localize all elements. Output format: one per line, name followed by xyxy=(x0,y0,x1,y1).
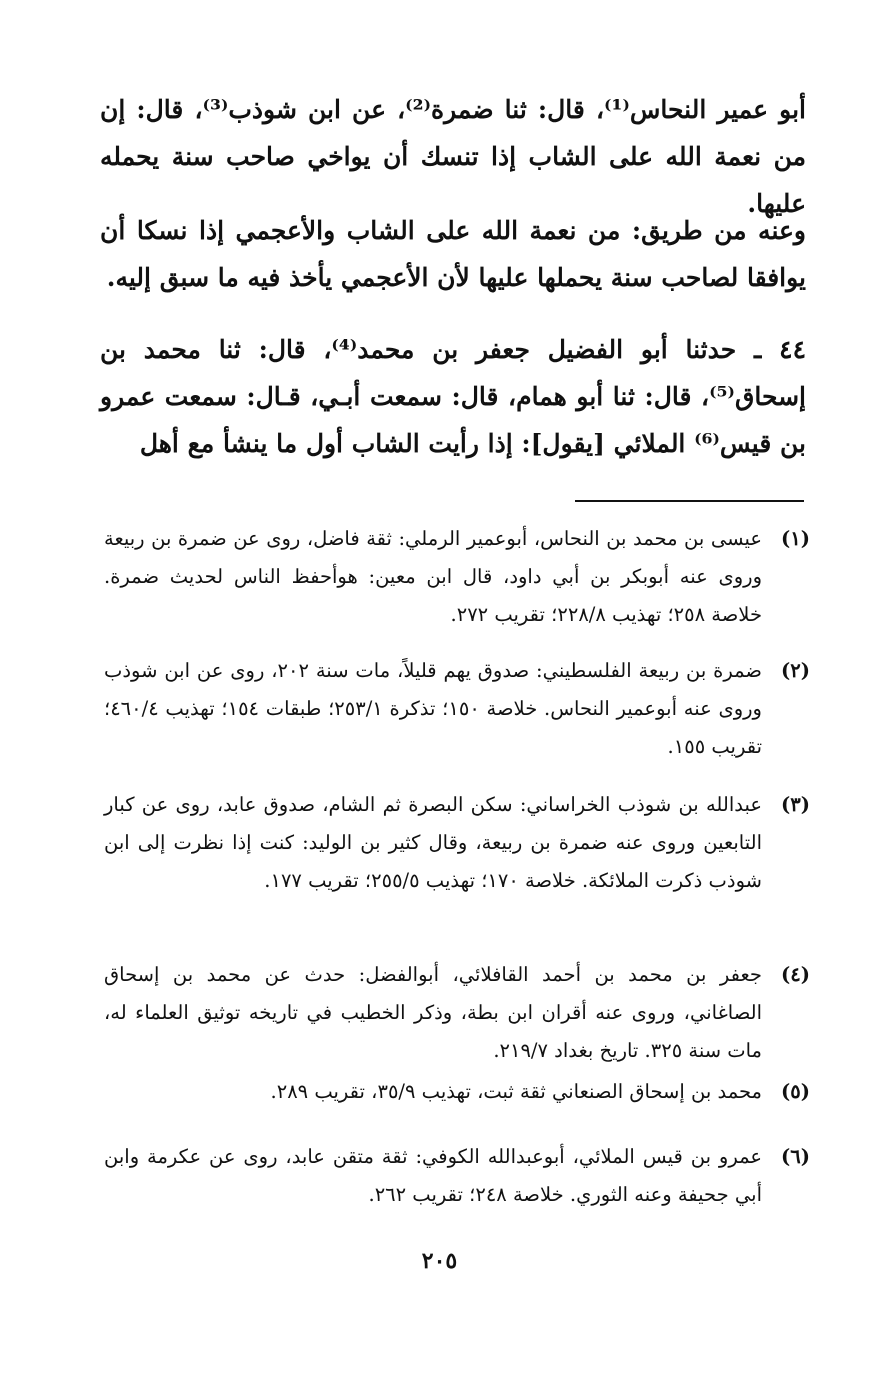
footnote-separator xyxy=(575,500,804,502)
footnote-1 xyxy=(104,520,810,634)
footnote-2 xyxy=(104,652,810,766)
footnote-number: (٦) xyxy=(781,1145,810,1168)
footnote-number: (٣) xyxy=(781,793,810,816)
footnote-number: (٤) xyxy=(781,963,810,986)
footnote-text: عبدالله بن شوذب الخراساني: سكن البصرة ثم الشام، صدوق عابد، روى عن كبار التابعين وروى عنه ضمرة بن ربيعة، وقال كثير بن الوليد: كنت إذا نظرت إلى ابن شوذب ذكرت الملائكة. خلاصة ١٧٠؛ تهذيب ٢٥٥/٥؛ تقريب ١٧٧. xyxy=(104,793,762,892)
body-paragraph-2: وعنه من طريق: من نعمة الله على الشاب والأعجمي إذا نسكا أن يوافقا لصاحب سنة يحملها عليها لأن الأعجمي يأخذ فيه ما سبق إليه. xyxy=(100,216,806,292)
page-number: ٢٠٥ xyxy=(421,1248,458,1274)
footnote-number: (١) xyxy=(781,527,810,550)
footnote-text: عيسى بن محمد بن النحاس، أبوعمير الرملي: ثقة فاضل، روى عن ضمرة بن ربيعة وروى عنه أبوبكر بن أبي داود، قال ابن معين: هوأحفظ الناس لحديث ضمرة. خلاصة ٢٥٨؛ تهذيب ٢٢٨/٨؛ تقريب ٢٧٢. xyxy=(104,527,762,626)
footnote-number: (٢) xyxy=(781,659,810,682)
body-paragraph-1: أبو عمير النحاس⁽¹⁾، قال: ثنا ضمرة⁽²⁾، عن ابن شوذب⁽³⁾، قال: إن من نعمة الله على الشاب إذا تنسك أن يواخي صاحب سنة يحمله عليها. xyxy=(100,95,806,218)
footnote-6 xyxy=(104,1138,810,1214)
body-paragraph-3: ٤٤ ـ حدثنا أبو الفضيل جعفر بن محمد⁽⁴⁾، قال: ثنا محمد بن إسحاق⁽⁵⁾، قال: ثنا أبو همام، قال: سمعت أبـي، قـال: سمعت عمرو بن قيس⁽⁶⁾ الملائي [يقول]: إذا رأيت الشاب أول ما ينشأ مع أهل xyxy=(100,335,806,458)
footnote-text: محمد بن إسحاق الصنعاني ثقة ثبت، تهذيب ٣٥/٩، تقريب ٢٨٩. xyxy=(270,1080,762,1103)
footnote-number: (٥) xyxy=(781,1080,810,1103)
footnote-text: ضمرة بن ربيعة الفلسطيني: صدوق يهم قليلاً، مات سنة ٢٠٢، روى عن ابن شوذب وروى عنه أبوعمير النحاس. خلاصة ١٥٠؛ تذكرة ٢٥٣/١؛ طبقات ١٥٤؛ تهذيب ٤٦٠/٤؛ تقريب ١٥٥. xyxy=(104,659,762,758)
footnote-text: عمرو بن قيس الملائي، أبوعبدالله الكوفي: ثقة متقن عابد، روى عن عكرمة وابن أبي جحيفة وعنه الثوري. خلاصة ٢٤٨؛ تقريب ٢٦٢. xyxy=(104,1145,762,1206)
footnote-4 xyxy=(104,956,810,1070)
footnote-5 xyxy=(104,1073,810,1111)
footnote-text: جعفر بن محمد بن أحمد القافلائي، أبوالفضل: حدث عن محمد بن إسحاق الصاغاني، وروى عنه أقران ابن بطة، وذكر الخطيب في تاريخه توثيق العلماء له، مات سنة ٣٢٥. تاريخ بغداد ٢١٩/٧. xyxy=(104,963,762,1062)
footnote-3 xyxy=(104,786,810,900)
